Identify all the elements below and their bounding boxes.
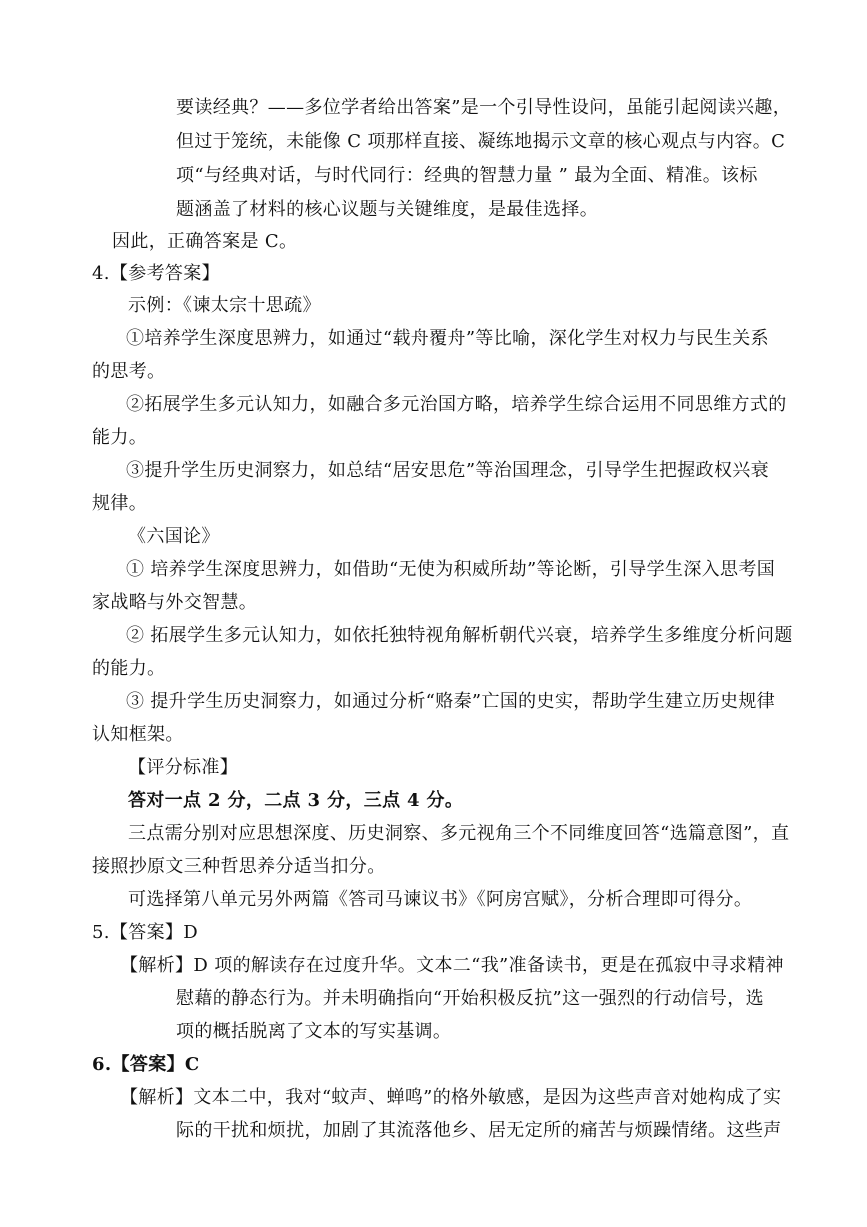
text-line-9: 的思考。 <box>92 361 166 382</box>
text-line-25: 可选择第八单元另外两篇《答司马谏议书》《阿房宫赋》，分析合理即可得分。 <box>128 889 753 910</box>
text-line-27: 【解析】D 项的解读存在过度升华。文本二“我”准备读书，更是在孤寂中寻求精神 <box>120 955 784 976</box>
text-line-29: 项的概括脱离了文本的写实基调。 <box>176 1021 452 1042</box>
text-line-28: 慰藉的静态行为。并未明确指向“开始积极反抗”这一强烈的行动信号，选 <box>176 988 764 1009</box>
text-line-12: ③提升学生历史洞察力，如总结“居安思危”等治国理念，引导学生把握政权兴衰 <box>126 460 770 481</box>
text-line-17: ② 拓展学生多元认知力，如依托独特视角解析朝代兴衰，培养学生多维度分析问题 <box>126 625 793 646</box>
section-6-heading: 6.【答案】C <box>92 1054 200 1075</box>
scoring-heading: 【评分标准】 <box>128 757 239 778</box>
section-5-heading: 5.【答案】D <box>92 922 199 943</box>
text-line-11: 能力。 <box>92 427 148 448</box>
text-line-4: 题涵盖了材料的核心议题与关键维度，是最佳选择。 <box>176 199 599 220</box>
text-line-32: 际的干扰和烦扰，加剧了其流落他乡、居无定所的痛苦与烦躁情绪。这些声 <box>176 1120 782 1141</box>
text-line-14: 《六国论》 <box>128 526 220 547</box>
text-line-10: ②拓展学生多元认知力，如融合多元治国方略，培养学生综合运用不同思维方式的 <box>126 394 787 415</box>
text-line-19: ③ 提升学生历史洞察力，如通过分析“赂秦”亡国的史实，帮助学生建立历史规律 <box>126 691 776 712</box>
text-line-8: ①培养学生深度思辨力，如通过“载舟覆舟”等比喻，深化学生对权力与民生关系 <box>126 328 770 349</box>
text-line-22: 答对一点 2 分，二点 3 分，三点 4 分。 <box>128 790 464 811</box>
text-line-15: ① 培养学生深度思辨力，如借助“无使为积威所劫”等论断，引导学生深入思考国 <box>126 559 776 580</box>
text-line-13: 规律。 <box>92 493 148 514</box>
text-line-18: 的能力。 <box>92 658 166 679</box>
text-line-7: 示例：《谏太宗十思疏》 <box>128 295 321 316</box>
text-line-1: 要读经典？——多位学者给出答案”是一个引导性设问，虽能引起阅读兴趣， <box>176 97 792 118</box>
text-line-5: 因此，正确答案是 C。 <box>112 231 298 252</box>
text-line-3: 项“与经典对话，与时代同行：经典的智慧力量 ” 最为全面、精准。该标 <box>176 165 758 186</box>
text-line-24: 接照抄原文三种哲思养分适当扣分。 <box>92 856 386 877</box>
text-line-20: 认知框架。 <box>92 724 184 745</box>
text-line-16: 家战略与外交智慧。 <box>92 592 258 613</box>
text-line-31: 【解析】文本二中，我对“蚊声、蝉鸣”的格外敏感，是因为这些声音对她构成了实 <box>120 1087 782 1108</box>
text-line-23: 三点需分别对应思想深度、历史洞察、多元视角三个不同维度回答“选篇意图”，直 <box>128 823 790 844</box>
section-4-heading: 4.【参考答案】 <box>92 263 220 284</box>
text-line-2: 但过于笼统，未能像 C 项那样直接、凝练地揭示文章的核心观点与内容。C <box>176 131 786 152</box>
